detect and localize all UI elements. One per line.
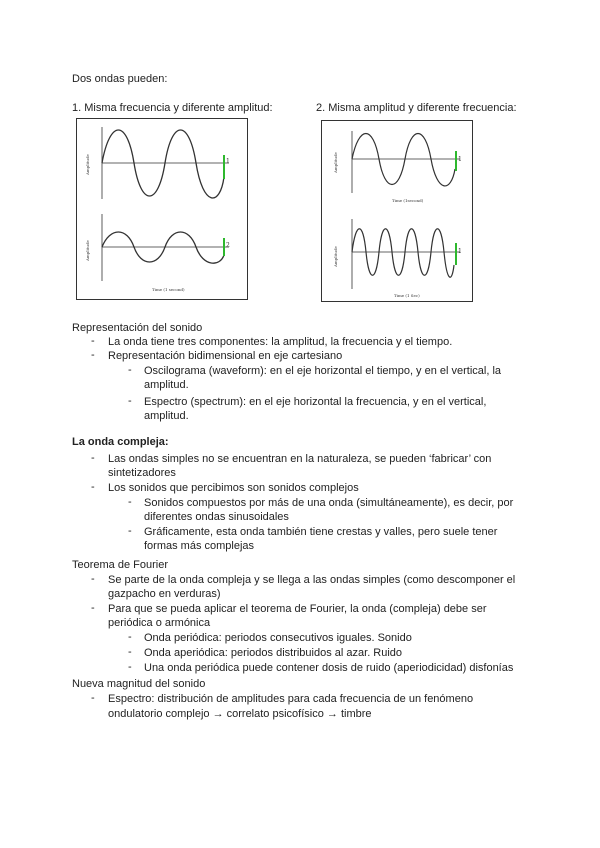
list-subitem: Onda aperiódica: periodos distribuidos al azar. Ruido — [144, 647, 403, 659]
list-item: Para que se pueda aplicar el teorema de Fourier, la onda (compleja) debe ser — [108, 603, 487, 615]
wave-high-amplitude — [102, 130, 224, 198]
intro-text: Dos ondas pueden: — [72, 73, 168, 85]
bullet-dash: - — [128, 661, 132, 673]
bullet-dash: - — [128, 395, 132, 407]
wave-low-frequency — [352, 134, 455, 186]
list-item: Los sonidos que percibimos son sonidos complejos — [108, 482, 359, 494]
list-item: La onda tiene tres componentes: la amplitud, la frecuencia y el tiempo. — [108, 336, 453, 348]
figure-same-frequency-svg — [77, 119, 247, 299]
bottom-marker-label: 2 — [226, 242, 230, 249]
left-xlabel: Time (1 second) — [152, 287, 185, 292]
list-item-cont: gazpacho en verduras) — [108, 588, 221, 600]
bullet-dash: - — [128, 631, 132, 643]
bullet-dash: - — [91, 602, 95, 614]
bullet-dash: - — [91, 692, 95, 704]
bullet-dash: - — [128, 496, 132, 508]
right-top-ylabel: Amplitude — [333, 152, 338, 173]
list-item: Se parte de la onda compleja y se llega a las ondas simples (como descomponer el — [108, 574, 516, 586]
figure-same-amplitude — [321, 120, 473, 302]
list-subitem: Una onda periódica puede contener dosis de ruido (aperiodicidad) disfonías — [144, 662, 514, 674]
list-subitem: Oscilograma (waveform): en el eje horizontal el tiempo, y en el vertical, la — [144, 365, 502, 377]
section-title-compleja: La onda compleja: — [72, 436, 169, 448]
figure-same-frequency — [76, 118, 248, 300]
list-subitem: Onda periódica: periodos consecutivos iguales. Sonido — [144, 632, 412, 644]
bullet-dash: - — [128, 525, 132, 537]
top-ylabel: Amplitude — [85, 154, 90, 175]
wave-high-frequency — [352, 229, 454, 277]
bullet-dash: - — [91, 349, 95, 361]
list-subitem-cont: amplitud. — [144, 410, 189, 422]
list-subitem: Sonidos compuestos por más de una onda (simultáneamente), es decir, por — [144, 497, 514, 509]
list-subitem: Espectro (spectrum): en el eje horizontal la frecuencia, y en el vertical, — [144, 396, 487, 408]
right-top-marker-label: 1 — [458, 156, 462, 163]
list-item: Las ondas simples no se encuentran en la naturaleza, se pueden ‘fabricar’ con — [108, 453, 492, 465]
bullet-dash: - — [91, 335, 95, 347]
bullet-dash: - — [91, 452, 95, 464]
section-title-magnitud: Nueva magnitud del sonido — [72, 678, 206, 690]
top-marker-label: 1 — [226, 158, 230, 165]
list-subitem-cont: diferentes ondas sinusoidales — [144, 511, 289, 523]
section-title-representacion: Representación del sonido — [72, 322, 203, 334]
list-subitem-cont: formas más complejas — [144, 540, 255, 552]
wave-low-amplitude — [102, 232, 224, 263]
right-bottom-xlabel: Time (1 Sec) — [394, 293, 420, 298]
list-item-cont: sintetizadores — [108, 467, 176, 479]
right-bottom-marker-label: 1 — [458, 248, 462, 255]
list-subitem-cont: amplitud. — [144, 379, 189, 391]
list-item: Espectro: distribución de amplitudes para cada frecuencia de un fenómeno — [108, 693, 474, 705]
bullet-dash: - — [128, 364, 132, 376]
caption-left: 1. Misma frecuencia y diferente amplitud: — [72, 102, 273, 114]
list-item-cont: periódica o armónica — [108, 617, 211, 629]
list-subitem: Gráficamente, esta onda también tiene crestas y valles, pero suele tener — [144, 526, 498, 538]
right-top-xlabel: Time (1second) — [392, 198, 424, 203]
right-bottom-ylabel: Amplitude — [333, 246, 338, 267]
bottom-ylabel: Amplitude — [85, 240, 90, 261]
bullet-dash: - — [128, 646, 132, 658]
figure-same-amplitude-svg — [322, 121, 472, 301]
section-title-fourier: Teorema de Fourier — [72, 559, 168, 571]
list-item-cont: ondulatorio complejo → correlato psicofísico → timbre — [108, 708, 372, 720]
list-item: Representación bidimensional en eje cartesiano — [108, 350, 343, 362]
bullet-dash: - — [91, 481, 95, 493]
bullet-dash: - — [91, 573, 95, 585]
caption-right: 2. Misma amplitud y diferente frecuencia: — [316, 102, 517, 114]
